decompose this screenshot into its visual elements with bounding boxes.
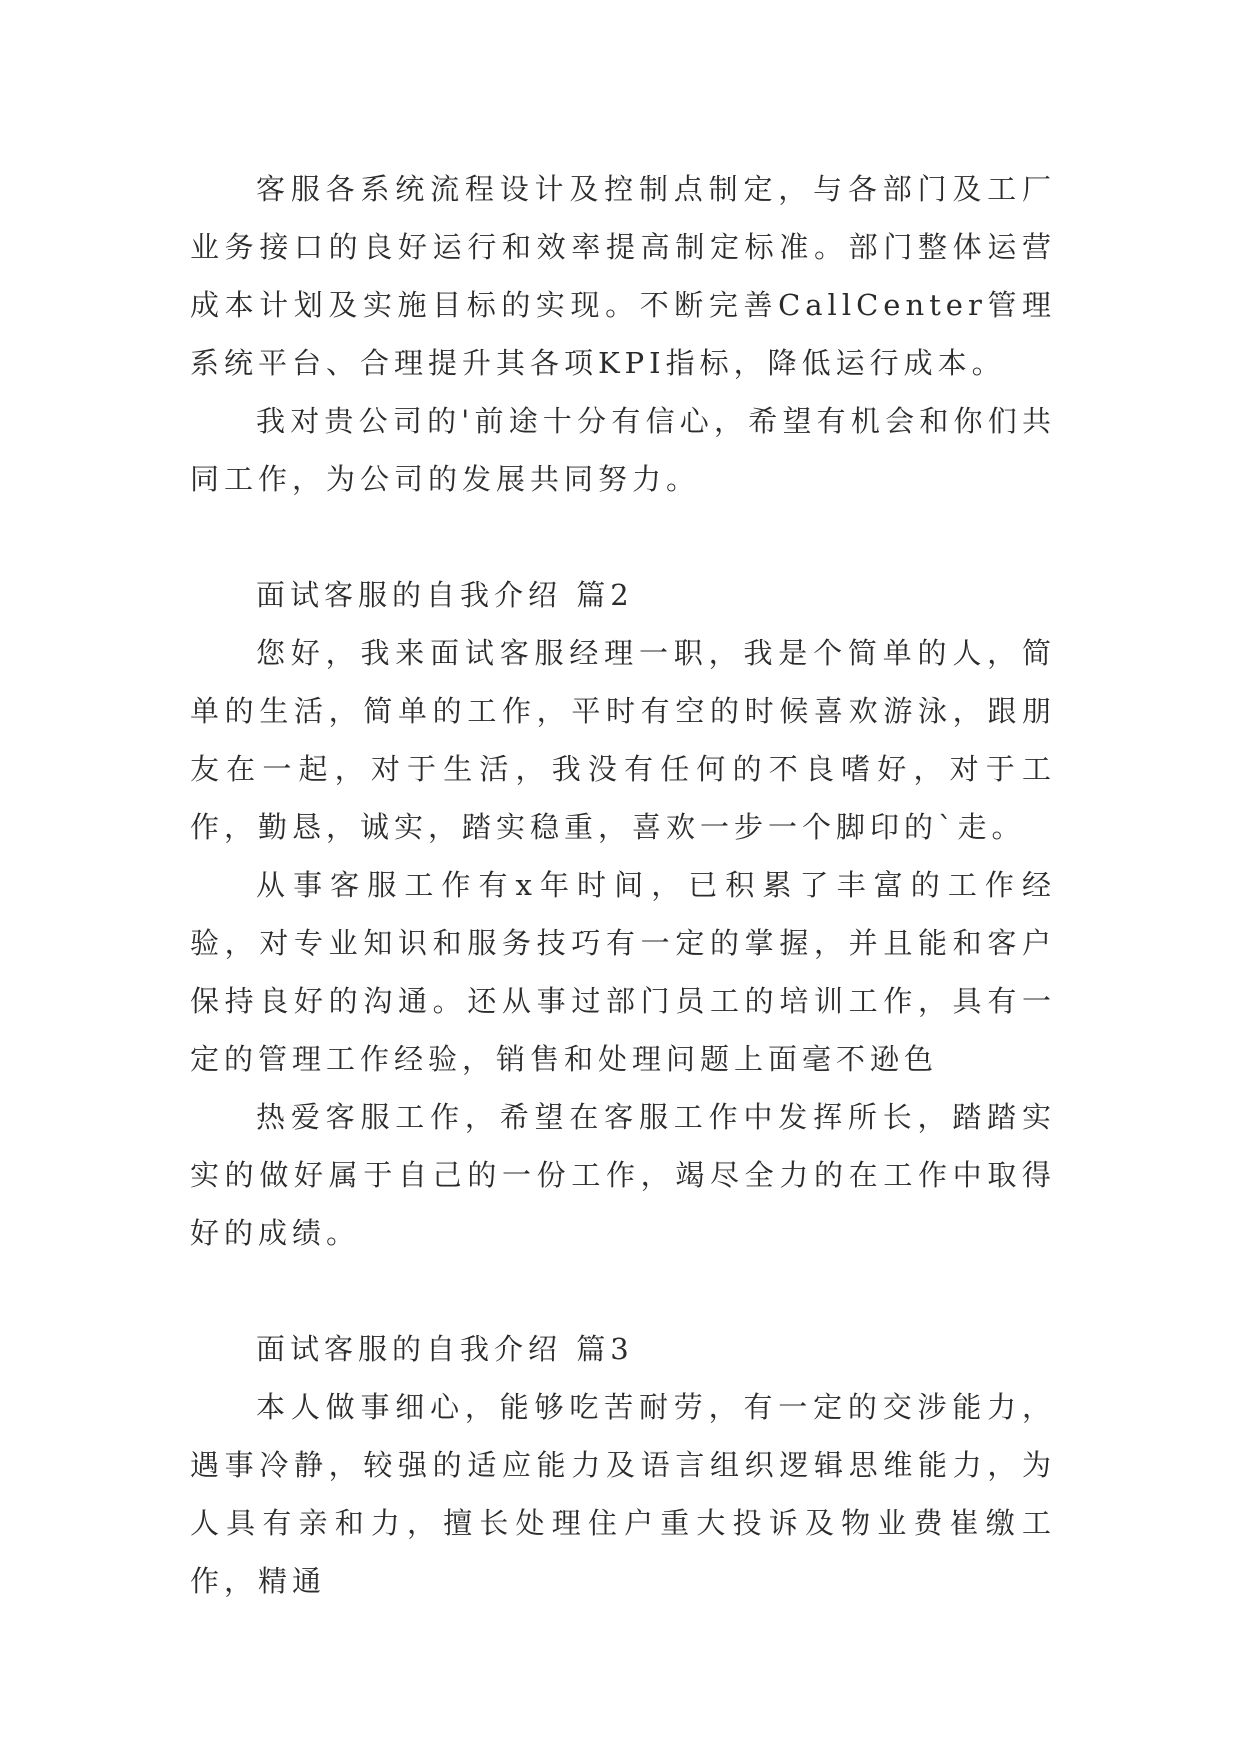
paragraph: 您好，我来面试客服经理一职，我是个简单的人，简单的生活，简单的工作，平时有空的时候喜欢游泳，跟朋友在一起，对于生活，我没有任何的不良嗜好，对于工作，勤恳，诚实，踏实稳重，喜欢一步一个脚印的`走。 [190, 636, 1056, 844]
paragraph: 从事客服工作有x年时间，已积累了丰富的工作经验，对专业知识和服务技巧有一定的掌握，并且能和客户保持良好的沟通。还从事过部门员工的培训工作，具有一定的管理工作经验，销售和处理问题上面毫不逊色 [190, 868, 1056, 1076]
paragraph: 我对贵公司的'前途十分有信心，希望有机会和你们共同工作，为公司的发展共同努力。 [190, 404, 1056, 496]
section-heading: 面试客服的自我介绍 篇3 [256, 1332, 634, 1366]
paragraph: 客服各系统流程设计及控制点制定，与各部门及工厂业务接口的良好运行和效率提高制定标准。部门整体运营成本计划及实施目标的实现。不断完善CallCenter管理系统平台、合理提升其各项KPI指标，降低运行成本。 [190, 172, 1056, 380]
document-body [190, 160, 1056, 1610]
section-spacer [190, 1262, 1056, 1320]
section-heading: 面试客服的自我介绍 篇2 [256, 578, 634, 612]
section-spacer [190, 508, 1056, 566]
paragraph: 本人做事细心，能够吃苦耐劳，有一定的交涉能力，遇事冷静，较强的适应能力及语言组织逻辑思维能力，为人具有亲和力，擅长处理住户重大投诉及物业费崔缴工作，精通 [190, 1390, 1056, 1598]
paragraph: 热爱客服工作，希望在客服工作中发挥所长，踏踏实实的做好属于自己的一份工作，竭尽全力的在工作中取得好的成绩。 [190, 1100, 1056, 1250]
